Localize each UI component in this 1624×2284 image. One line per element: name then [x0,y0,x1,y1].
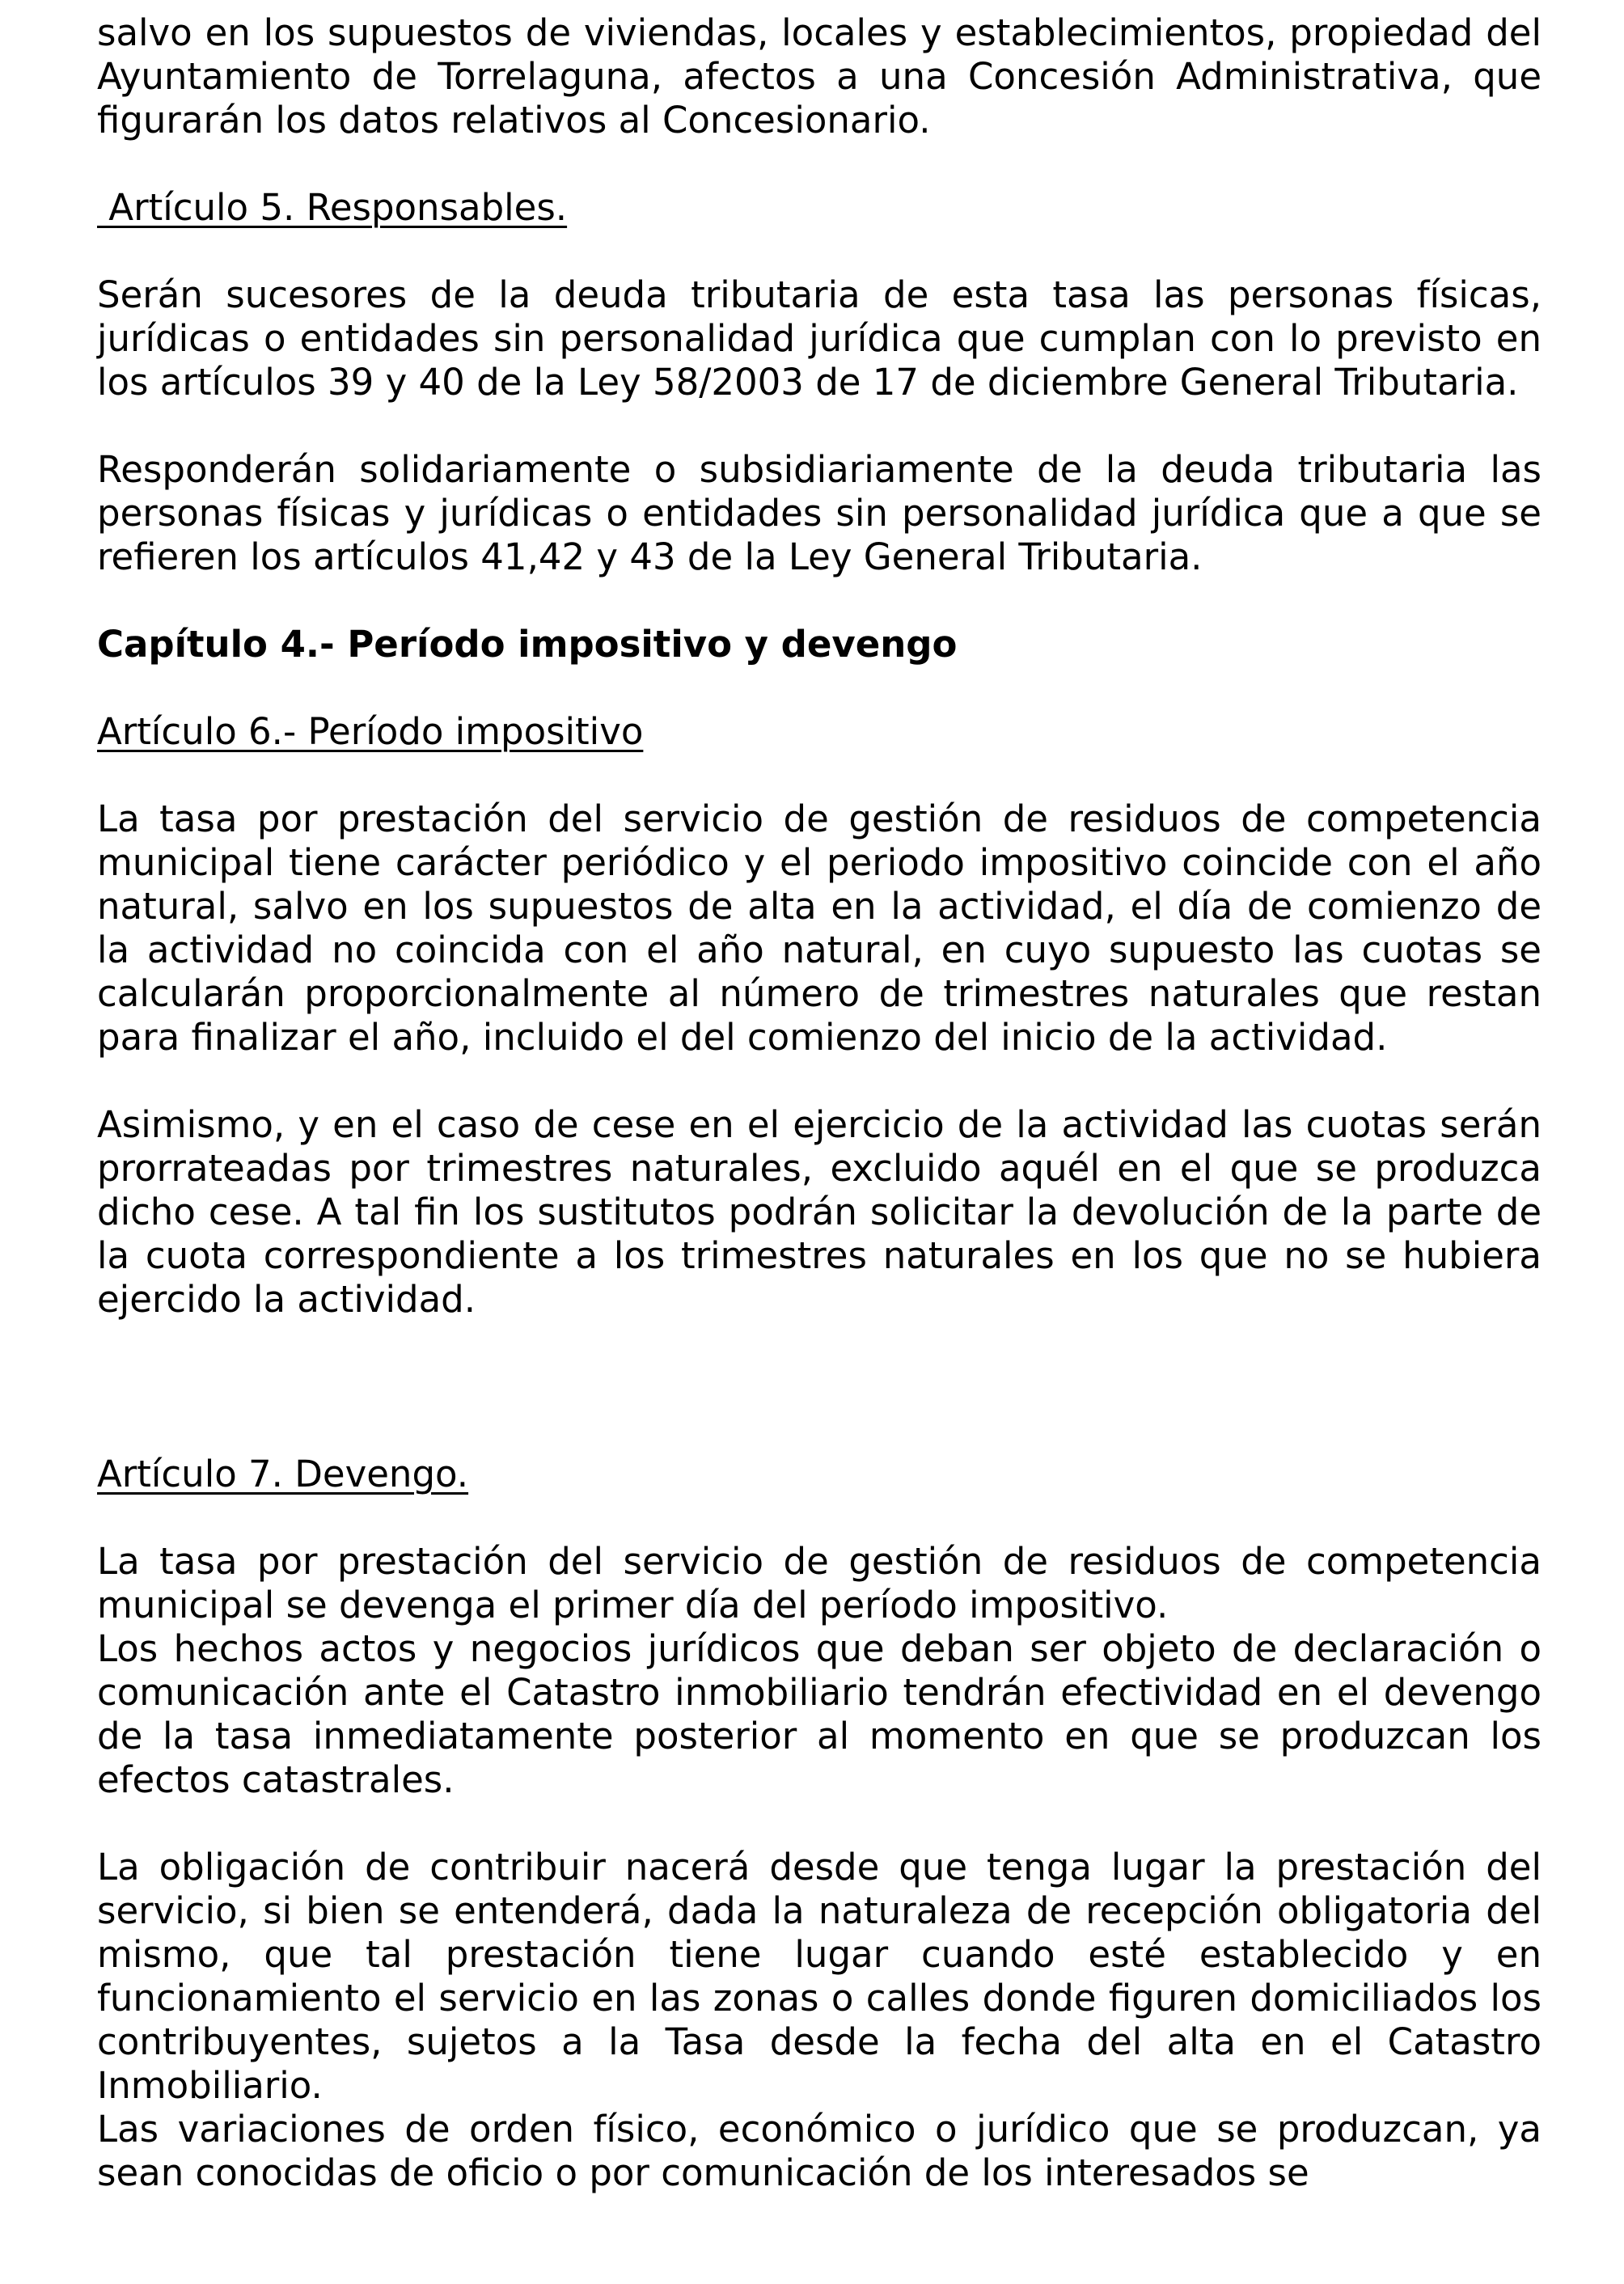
paragraph-responderan: Responderán solidariamente o subsidiariamente de la deuda tributaria las personas físicas y jurídicas o entidades sin personalidad jurídica que a que se refieren los artículos 41,42 y 43 de la Ley General Tributaria. [97,448,1542,578]
article-5-heading-text: Artículo 5. Responsables. [97,186,568,229]
paragraph-variaciones: Las variaciones de orden físico, económico o jurídico que se produzcan, ya sean conocidas de oficio o por comunicación de los interesados se [97,2108,1542,2194]
chapter-4-heading: Capítulo 4.- Período impositivo y devengo [97,623,958,666]
document-page [97,11,1542,2239]
article-6-heading-text: Artículo 6.- Período impositivo [97,710,644,753]
article-7-heading-text: Artículo 7. Devengo. [97,1453,469,1495]
paragraph-obligacion: La obligación de contribuir nacerá desde que tenga lugar la prestación del servicio, si bien se entenderá, dada la naturaleza de recepción obligatoria del mismo, que tal prestación tiene lugar cuando esté establecido y en funcionamiento el servicio en las zonas o calles donde figuren domiciliados los contribuyentes, sujetos a la Tasa desde la fecha del alta en el Catastro Inmobiliario. [97,1846,1542,2107]
article-6-heading [97,710,1542,754]
paragraph-catastro: Los hechos actos y negocios jurídicos que deban ser objeto de declaración o comunicación ante el Catastro inmobiliario tendrán efectividad en el devengo de la tasa inmediatamente posterior al momento en que se produzcan los efectos catastrales. [97,1627,1542,1801]
paragraph-devengo: La tasa por prestación del servicio de gestión de residuos de competencia municipal se devenga el primer día del período impositivo. [97,1540,1542,1626]
paragraph-periodo-impositivo: La tasa por prestación del servicio de gestión de residuos de competencia municipal tiene carácter periódico y el periodo impositivo coincide con el año natural, salvo en los supuestos de alta en la actividad, el día de comienzo de la actividad no coincida con el año natural, en cuyo supuesto las cuotas se calcularán proporcionalmente al número de trimestres naturales que restan para finalizar el año, incluido el del comienzo del inicio de la actividad. [97,797,1542,1059]
paragraph-concesion: salvo en los supuestos de viviendas, locales y establecimientos, propiedad del Ayuntamiento de Torrelaguna, afectos a una Concesión Administrativa, que figurarán los datos relativos al Concesionario. [97,11,1542,142]
paragraph-sucesores: Serán sucesores de la deuda tributaria de esta tasa las personas físicas, jurídicas o entidades sin personalidad jurídica que cumplan con lo previsto en los artículos 39 y 40 de la Ley 58/2003 de 17 de diciembre General Tributaria. [97,273,1542,404]
article-5-heading [97,186,1542,230]
article-7-heading [97,1453,1542,1496]
paragraph-cese-actividad: Asimismo, y en el caso de cese en el ejercicio de la actividad las cuotas serán prorrateadas por trimestres naturales, excluido aquél en el que se produzca dicho cese. A tal fin los sustitutos podrán solicitar la devolución de la parte de la cuota correspondiente a los trimestres naturales en los que no se hubiera ejercido la actividad. [97,1103,1542,1321]
